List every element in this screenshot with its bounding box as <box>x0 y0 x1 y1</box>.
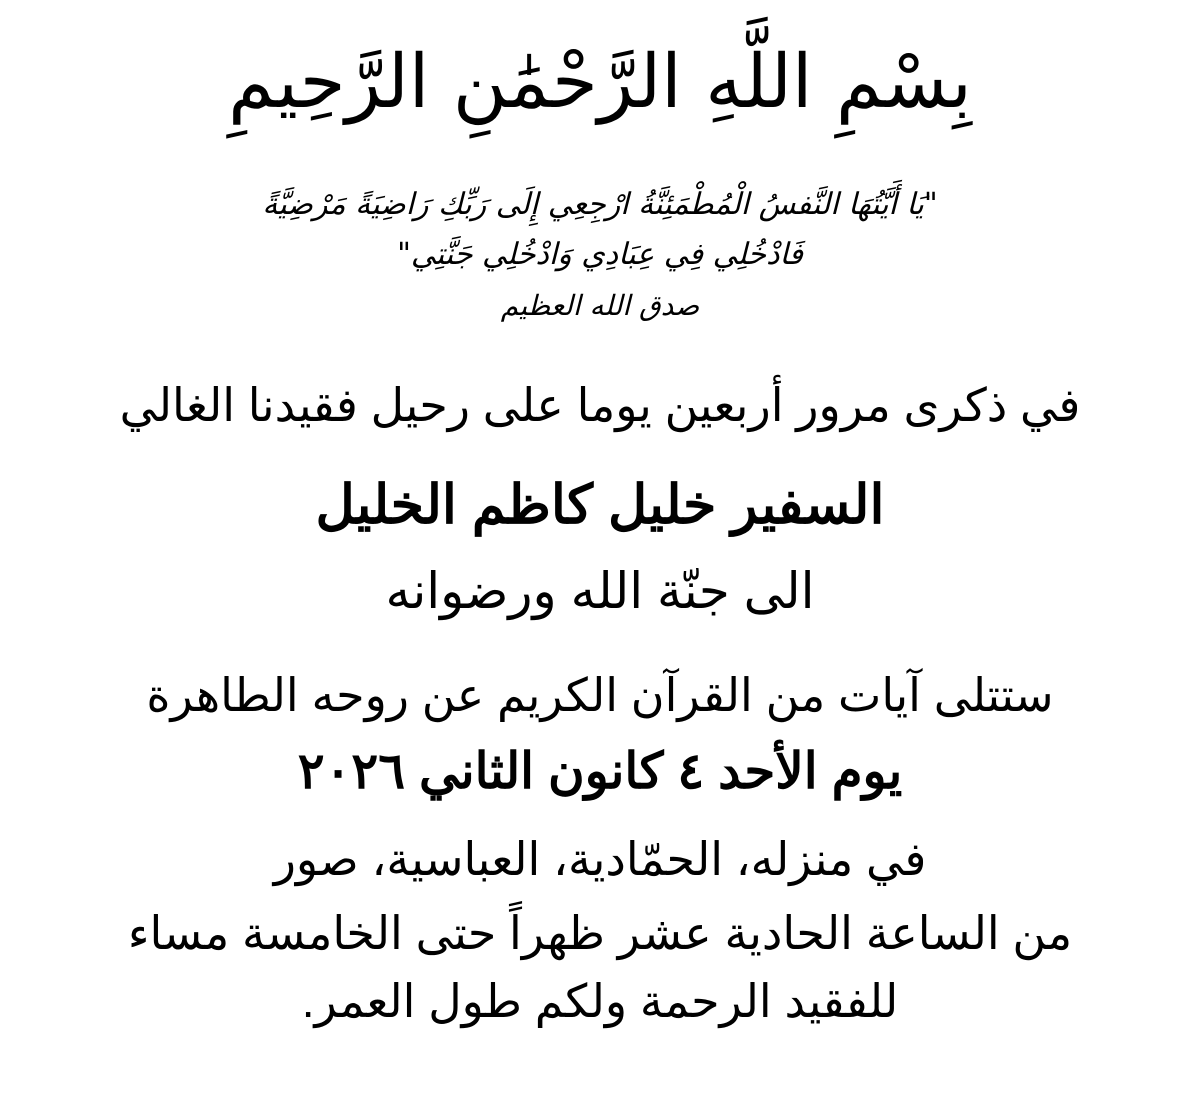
event-time: من الساعة الحادية عشر ظهراً حتى الخامسة مساء <box>127 907 1073 959</box>
basmala-calligraphy: بِسْمِ اللَّهِ الرَّحْمَٰنِ الرَّحِيمِ <box>228 39 972 125</box>
prayer-line: الى جنّة الله ورضوانه <box>385 563 815 619</box>
quran-verse-line-1: "يَا أَيَّتُهَا النَّفسُ الْمُطْمَئِنَّةُ ارْجِعِي إِلَى رَبِّكِ رَاضِيَةً مَرْضِيَّةً <box>262 187 938 222</box>
event-location: في منزله، الحمّادية، العباسية، صور <box>273 833 927 885</box>
memorial-intro: في ذكرى مرور أربعين يوما على رحيل فقيدنا الغالي <box>119 379 1081 431</box>
quran-verse-attribution: صدق الله العظيم <box>500 289 700 322</box>
deceased-name: السفير خليل كاظم الخليل <box>315 475 885 535</box>
recitation-line: ستتلى آيات من القرآن الكريم عن روحه الطاهرة <box>146 669 1054 721</box>
condolence-closing: للفقيد الرحمة ولكم طول العمر. <box>301 975 899 1027</box>
quran-verse-line-2: فَادْخُلِي فِي عِبَادِي وَادْخُلِي جَنَّتِي" <box>397 237 803 272</box>
event-date: يوم الأحد ٤ كانون الثاني ٢٠٢٦ <box>297 743 903 799</box>
